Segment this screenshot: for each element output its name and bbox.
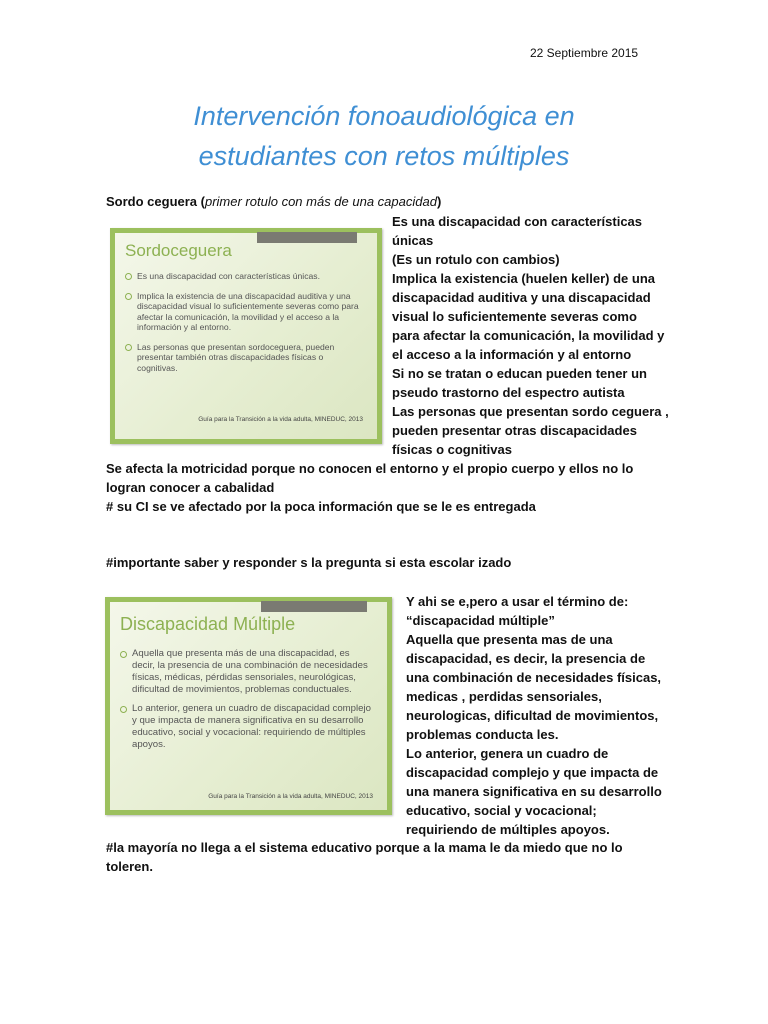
note-line: para afectar la comunicación, la movilidad y <box>392 328 665 343</box>
slide-bullet: Las personas que presentan sordoceguera, pueden presentar también otras discapacidades físicas o cognitivas. <box>125 342 365 374</box>
note-line: (Es un rotulo con cambios) <box>392 252 560 267</box>
bullet-circle-icon <box>125 344 132 351</box>
bullet-circle-icon <box>120 651 127 658</box>
note-line: físicas o cognitivas <box>392 442 512 457</box>
note-line: discapacidad, es decir, la presencia de <box>406 651 646 666</box>
section-heading-sordoceguera: Sordo ceguera (primer rotulo con más de una capacidad) <box>106 194 442 209</box>
title-line-2: estudiantes con retos múltiples <box>198 141 570 171</box>
heading-bold: Sordo ceguera <box>106 194 198 209</box>
note-line: #la mayoría no llega a el sistema educativo porque a la mama le da miedo que no lo <box>106 840 623 855</box>
note-line: Si no se tratan o educan pueden tener un <box>392 366 647 381</box>
bullet-circle-icon <box>125 293 132 300</box>
note-line: Lo anterior, genera un cuadro de <box>406 746 609 761</box>
bullet-circle-icon <box>120 706 127 713</box>
document-date: 22 Septiembre 2015 <box>530 46 639 60</box>
title-line-1: Intervención fonoaudiológica en <box>193 101 575 131</box>
note-line: pueden presentar otras discapacidades <box>392 423 637 438</box>
note-line: educativo, social y vocacional; <box>406 803 597 818</box>
discapacidad-multiple-notes <box>406 592 662 839</box>
slide-discapacidad-multiple <box>105 597 392 815</box>
note-line: requiriendo de múltiples apoyos. <box>406 822 610 837</box>
note-line: # su CI se ve afectado por la poca información que se le es entregada <box>106 499 536 514</box>
note-line: Implica la existencia (huelen keller) de una <box>392 271 655 286</box>
slide-bullet-list <box>120 648 375 758</box>
slide-bullet: Aquella que presenta más de una discapacidad, es decir, la presencia de una combinación de necesidades físicas, médicas, pérdidas sensoriales, neurológicas, dificultad de movimientos, problemas conductuales. <box>120 648 375 696</box>
note-line: discapacidad auditiva y una discapacidad <box>392 290 651 305</box>
note-line: Se afecta la motricidad porque no conocen el entorno y el propio cuerpo y ellos no lo <box>106 461 634 476</box>
note-line: Aquella que presenta mas de una <box>406 632 613 647</box>
tolerancia-notes <box>106 838 623 876</box>
note-line: únicas <box>392 233 434 248</box>
heading-note: primer rotulo con más de una capacidad <box>204 194 437 209</box>
slide-bullet: Es una discapacidad con características únicas. <box>125 271 365 282</box>
slide-citation: Guía para la Transición a la vida adulta, MINEDUC, 2013 <box>198 416 363 423</box>
note-line: problemas conducta les. <box>406 727 559 742</box>
note-line: medicas , perdidas sensoriales, <box>406 689 602 704</box>
slide-accent-bar <box>257 232 357 243</box>
slide-bullet: Implica la existencia de una discapacidad auditiva y una discapacidad visual lo suficientemente severas como para afectar la comunicación, la movilidad y el acceso a la información y al entorno. <box>125 291 365 333</box>
important-note: #importante saber y responder s la pregunta si esta escolar izado <box>106 555 512 570</box>
note-line: toleren. <box>106 859 153 874</box>
document-title <box>100 96 668 176</box>
note-line: Las personas que presentan sordo ceguera , <box>392 404 669 419</box>
slide-title: Sordoceguera <box>125 241 232 260</box>
note-line: una combinación de necesidades físicas, <box>406 670 662 685</box>
note-line: discapacidad complejo y que impacta de <box>406 765 659 780</box>
note-line: logran conocer a cabalidad <box>106 480 275 495</box>
note-line: Es una discapacidad con características <box>392 214 643 229</box>
sordoceguera-notes <box>392 212 669 459</box>
slide-sordoceguera <box>110 228 382 444</box>
note-line: visual lo suficientemente severas como <box>392 309 637 324</box>
note-line: neurologicas, dificultad de movimientos, <box>406 708 659 723</box>
intro-line: Y ahi se e,pero a usar el término de: <box>406 594 629 609</box>
motricidad-notes <box>106 459 633 516</box>
slide-bullet: Lo anterior, genera un cuadro de discapacidad complejo y que impacta de manera significativa en su desarrollo educativo, social y vocacional: requiriendo de múltiples apoyos. <box>120 703 375 751</box>
note-line: el acceso a la información y al entorno <box>392 347 632 362</box>
bullet-circle-icon <box>125 273 132 280</box>
slide-citation: Guía para la Transición a la vida adulta, MINEDUC, 2013 <box>208 793 373 800</box>
slide-bullet-list <box>125 271 365 382</box>
note-line: pseudo trastorno del espectro autista <box>392 385 625 400</box>
term-line: “discapacidad múltiple” <box>406 613 555 628</box>
slide-accent-bar <box>261 601 367 612</box>
slide-title: Discapacidad Múltiple <box>120 614 296 634</box>
note-line: una manera significativa en su desarrollo <box>406 784 662 799</box>
